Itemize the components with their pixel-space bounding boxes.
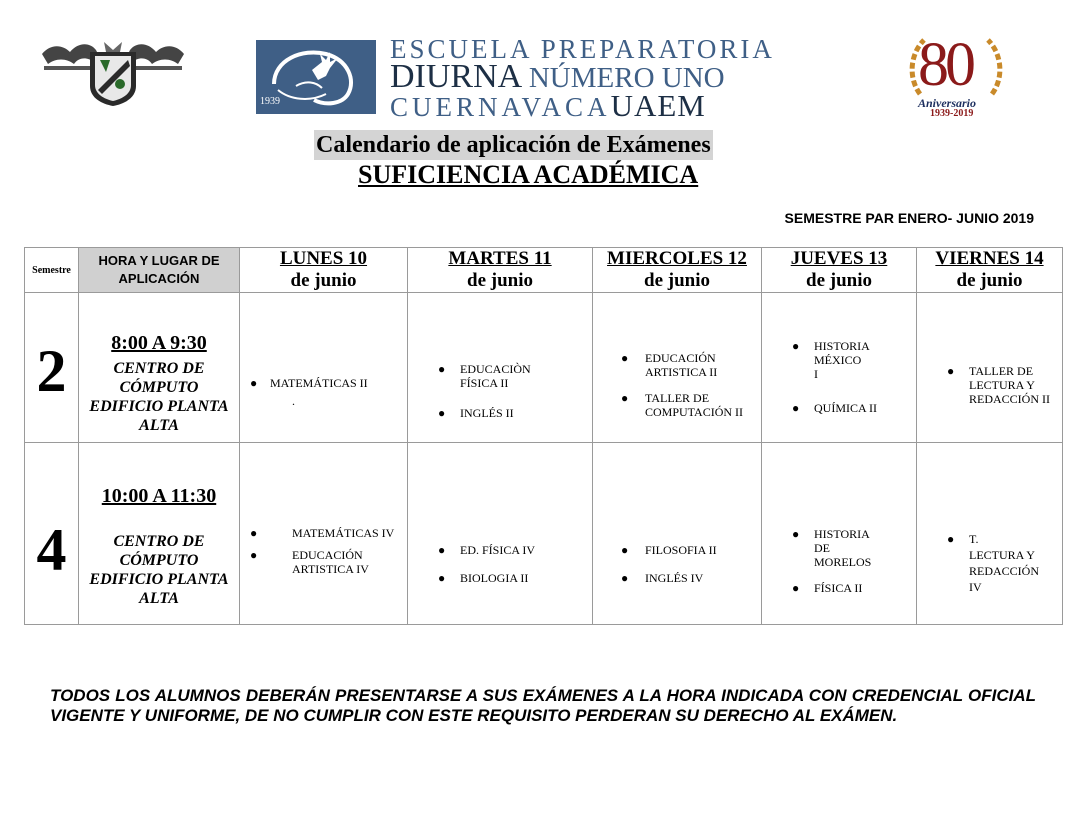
bullet-icon: ● [792, 400, 800, 415]
hora-lugar-cell [79, 293, 240, 443]
subject-name: HISTORIA MÉXICO I [814, 338, 870, 381]
list-item [408, 571, 592, 585]
list-item [408, 406, 592, 420]
subject-name: INGLÉS IV [645, 570, 704, 585]
bullet-icon: ● [438, 361, 446, 376]
day-date: de junio [467, 270, 533, 291]
bullet-icon: ● [438, 405, 446, 420]
thursday-subjects [762, 293, 917, 443]
list-item [593, 543, 761, 557]
subject-name: FÍSICA II [814, 580, 863, 595]
subject-name: QUÍMICA II [814, 400, 877, 415]
list-item [408, 543, 592, 557]
list-item [593, 351, 761, 379]
tuesday-subjects [408, 293, 593, 443]
list-item [762, 581, 916, 595]
list-item [408, 362, 592, 390]
list-item [240, 526, 407, 540]
friday-subjects [917, 443, 1063, 625]
subject-name: MATEMÁTICAS IV [292, 525, 395, 540]
semestre-number: 4 [25, 443, 79, 625]
subject-name: ED. FÍSICA IV [460, 542, 536, 557]
banner-line3 [390, 90, 706, 121]
banner-numero-uno: NÚMERO UNO [528, 62, 725, 94]
stray-mark: . [292, 394, 295, 408]
tuesday-subjects [408, 443, 593, 625]
subject-name: MATEMÁTICAS II [270, 376, 368, 390]
bullet-icon: ● [438, 570, 446, 585]
list-item [917, 364, 1062, 406]
friday-subjects [917, 293, 1063, 443]
subject-name: EDUCACIÓN ARTISTICA II [645, 350, 718, 379]
day-name: VIERNES 14 [935, 248, 1044, 269]
column-header-wednesday [593, 248, 762, 293]
bullet-icon: ● [250, 525, 258, 540]
document-title: Calendario de aplicación de Exámenes [316, 132, 711, 158]
subject-name: EDUCACIÒN FÍSICA II [460, 361, 531, 390]
bullet-icon: ● [947, 363, 955, 378]
list-item [917, 531, 1062, 595]
list-item [593, 571, 761, 585]
day-name: JUEVES 13 [790, 248, 888, 269]
bullet-icon: ● [621, 390, 629, 405]
column-header-thursday [762, 248, 917, 293]
exam-time: 8:00 A 9:30 [111, 332, 207, 354]
bullet-icon: ● [792, 580, 800, 595]
thursday-subjects [762, 443, 917, 625]
bullet-icon: ● [792, 526, 800, 541]
list-item [240, 548, 407, 576]
column-header-hora: HORA Y LUGAR DE APLICACIÓN [79, 248, 240, 293]
list-item [762, 339, 916, 381]
column-header-tuesday [408, 248, 593, 293]
day-name: MIERCOLES 12 [607, 248, 747, 269]
semester-period: SEMESTRE PAR ENERO- JUNIO 2019 [784, 210, 1034, 226]
column-header-monday [240, 248, 408, 293]
anniversary-number: 80 [918, 31, 972, 99]
subject-name: INGLÉS II [460, 405, 514, 420]
footer-requirements-note: TODOS LOS ALUMNOS DEBERÁN PRESENTARSE A SUS EXÁMENES A LA HORA INDICADA CON CREDENCIAL OFICIAL VIGENTE Y UNIFORME, DE NO CUMPLIR CON ESTE REQUISITO PERDERAN SU DERECHO AL EXÁMEN. [50, 686, 1036, 725]
subject-name: TALLER DE COMPUTACIÓN II [645, 390, 744, 419]
day-date: de junio [290, 270, 357, 291]
column-header-friday [917, 248, 1063, 293]
table-row [25, 443, 1063, 625]
bullet-icon: ● [250, 376, 258, 390]
table-row [25, 293, 1063, 443]
list-item [240, 376, 407, 390]
exam-place: CENTRO DE CÓMPUTO EDIFICIO PLANTA ALTA [89, 533, 229, 607]
anniversary-years: 1939-2019 [930, 108, 974, 119]
monday-subjects [240, 293, 408, 443]
semestre-number: 2 [25, 293, 79, 443]
day-date: de junio [956, 270, 1023, 291]
day-name: LUNES 10 [279, 248, 368, 269]
day-date: de junio [644, 270, 710, 291]
document-subtitle: SUFICIENCIA ACADÉMICA [358, 160, 699, 189]
banner-uaem: UAEM [610, 88, 706, 123]
subject-name: FILOSOFIA II [645, 542, 717, 557]
wednesday-subjects [593, 293, 762, 443]
list-item [762, 401, 916, 415]
bullet-icon: ● [438, 542, 446, 557]
bullet-icon: ● [792, 338, 800, 353]
list-item [593, 391, 761, 419]
day-name: MARTES 11 [448, 248, 552, 269]
bullet-icon: ● [621, 350, 629, 365]
anniversary-word: Aniversario [918, 96, 977, 110]
list-item [762, 527, 916, 569]
banner-cuernavaca: CUERNAVACA [390, 92, 611, 122]
subject-name: EDUCACIÓN ARTISTICA IV [292, 547, 369, 576]
bullet-icon: ● [250, 547, 258, 562]
uaem-crest-logo [40, 40, 186, 106]
banner-line1: ESCUELA PREPARATORIA [390, 34, 775, 64]
deer-emblem [256, 40, 376, 114]
school-banner-logo [256, 34, 840, 123]
wednesday-subjects [593, 443, 762, 625]
banner-diurna: DIURNA [390, 58, 521, 95]
bullet-icon: ● [621, 542, 629, 557]
table-header-row [25, 248, 1063, 293]
subject-name: HISTORIA DE MORELOS [814, 526, 872, 569]
banner-year: 1939 [260, 96, 280, 107]
day-date: de junio [806, 270, 872, 291]
subject-name: T. LECTURA Y REDACCIÓN IV [969, 531, 1040, 594]
exam-time: 10:00 A 11:30 [101, 485, 217, 507]
hora-lugar-cell [79, 443, 240, 625]
exam-place: CENTRO DE CÓMPUTO EDIFICIO PLANTA ALTA [89, 360, 229, 434]
monday-subjects [240, 443, 408, 625]
anniversary-logo [908, 31, 1004, 122]
subject-name: BIOLOGIA II [460, 570, 529, 585]
bullet-icon: ● [621, 570, 629, 585]
column-header-semestre: Semestre [25, 248, 79, 293]
exam-schedule-table [24, 247, 1063, 625]
subject-name: TALLER DE LECTURA Y REDACCIÓN II [969, 363, 1050, 406]
bullet-icon: ● [947, 531, 955, 546]
